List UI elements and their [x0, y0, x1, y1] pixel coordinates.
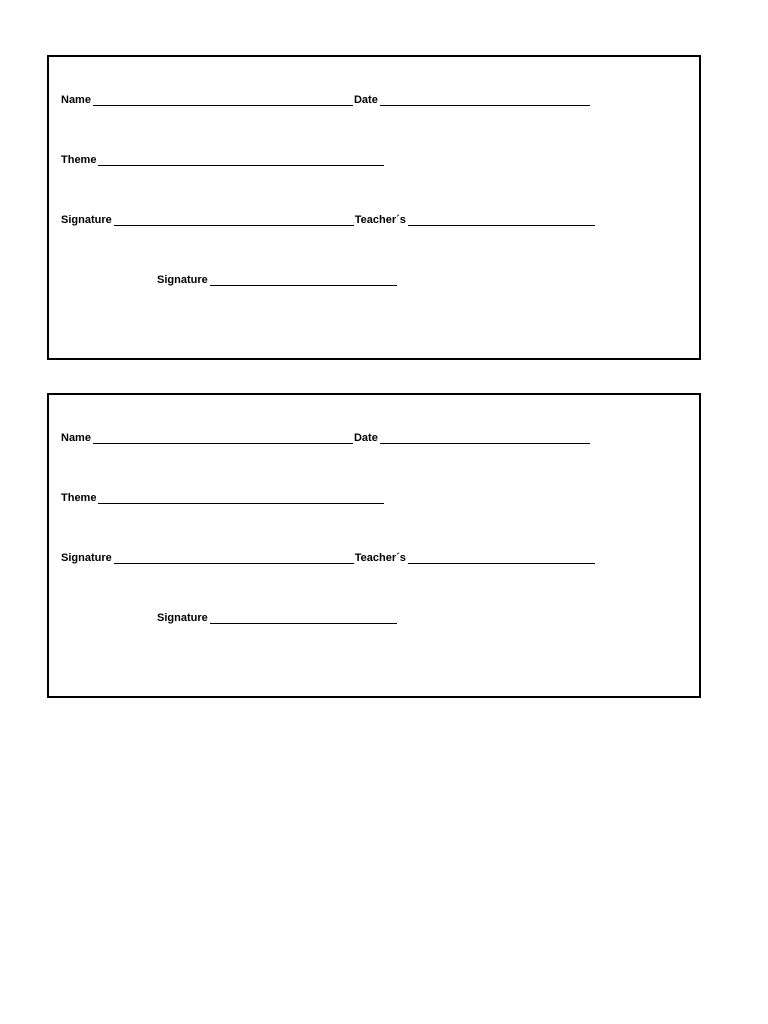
date-field[interactable]	[380, 96, 590, 106]
teacher-signature-row	[157, 610, 398, 624]
signature-field[interactable]	[114, 554, 354, 564]
signature-row	[61, 550, 596, 564]
date-field[interactable]	[380, 434, 590, 444]
teacher-label: Teacher´s	[354, 552, 406, 564]
teacher-signature-label: Signature	[157, 274, 208, 286]
name-date-row	[61, 92, 591, 106]
theme-row	[61, 152, 385, 166]
form-card	[47, 393, 701, 698]
signature-row	[61, 212, 596, 226]
signature-label: Signature	[61, 552, 112, 564]
name-date-row	[61, 430, 591, 444]
signature-field[interactable]	[114, 216, 354, 226]
theme-row	[61, 490, 385, 504]
theme-label: Theme	[61, 154, 97, 166]
name-label: Name	[61, 94, 91, 106]
teacher-signature-field[interactable]	[210, 614, 397, 624]
name-field[interactable]	[93, 96, 353, 106]
teacher-signature-row	[157, 272, 398, 286]
signature-label: Signature	[61, 214, 112, 226]
teacher-field[interactable]	[408, 554, 595, 564]
theme-field[interactable]	[98, 494, 384, 504]
teacher-signature-field[interactable]	[210, 276, 397, 286]
name-field[interactable]	[93, 434, 353, 444]
teacher-label: Teacher´s	[354, 214, 406, 226]
date-label: Date	[353, 94, 378, 106]
date-label: Date	[353, 432, 378, 444]
teacher-signature-label: Signature	[157, 612, 208, 624]
name-label: Name	[61, 432, 91, 444]
theme-label: Theme	[61, 492, 97, 504]
teacher-field[interactable]	[408, 216, 595, 226]
form-card	[47, 55, 701, 360]
theme-field[interactable]	[98, 156, 384, 166]
